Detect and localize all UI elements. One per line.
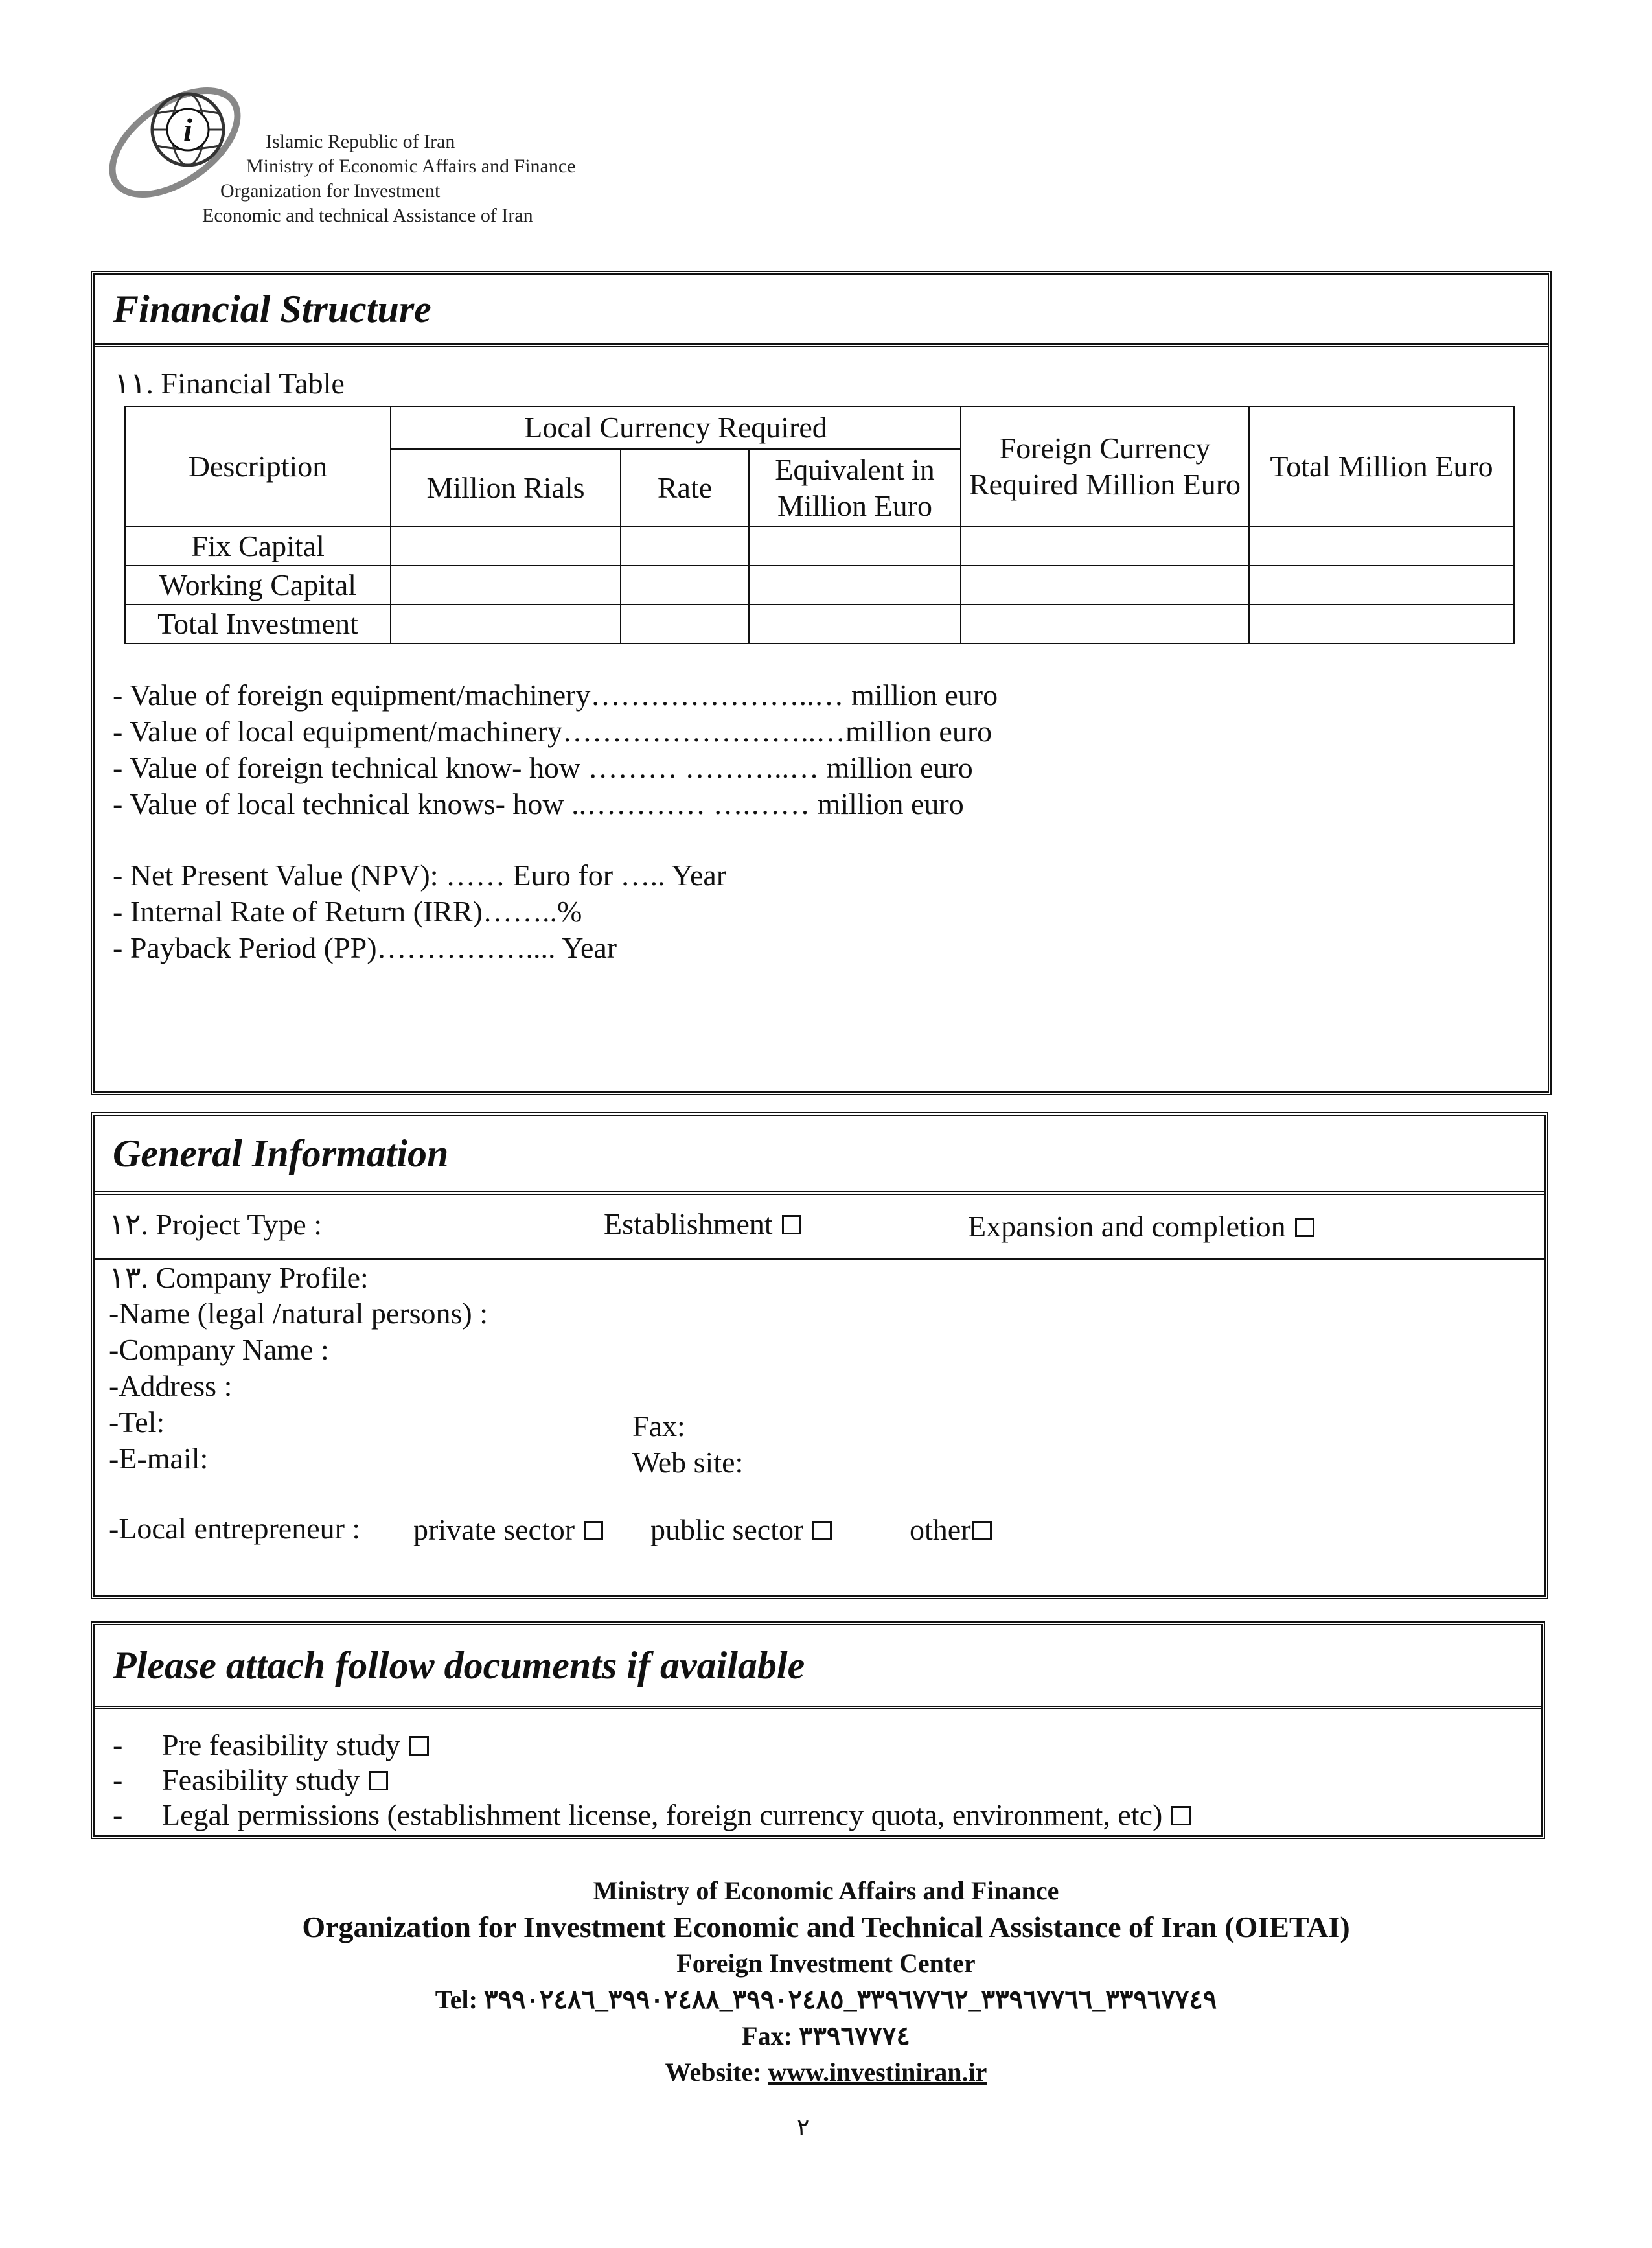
footer-tel-value: ٣٣٩٦٧٧٤٩_٣٣٩٦٧٧٦٦_٣٣٩٦٧٧٦٢_٣٩٩٠٢٤٨٥_٣٩٩٠٢٤٨٨_٣٩٩٠٢٤٨٦ (483, 1985, 1217, 2014)
org-line-3: Organization for Investment (220, 180, 441, 202)
website-field-label: Web site: (632, 1446, 744, 1479)
feasibility-checkbox[interactable] (369, 1771, 388, 1790)
total-investment-rate-cell[interactable] (621, 605, 749, 643)
table-row (125, 566, 1514, 605)
establishment-option[interactable] (604, 1207, 801, 1241)
footer-fax (0, 2018, 1652, 2054)
npv-line: - Net Present Value (NPV): …… Euro for ….. Year (113, 859, 727, 892)
attachments-title: Please attach follow documents if available (95, 1625, 1541, 1709)
legal-permissions-checkbox[interactable] (1171, 1806, 1191, 1825)
irr-line: - Internal Rate of Return (IRR)……..% (113, 895, 582, 928)
financial-table-caption: ١١. Financial Table (114, 367, 345, 400)
private-sector-label: private sector (413, 1513, 575, 1546)
value-foreign-know-how: - Value of foreign technical know- how ……… ………..… million euro (113, 751, 973, 784)
other-option[interactable] (910, 1512, 992, 1547)
other-checkbox[interactable] (972, 1521, 992, 1540)
value-foreign-equipment: - Value of foreign equipment/machinery…………………..… million euro (113, 678, 998, 712)
working-capital-foreign-cell[interactable] (961, 566, 1249, 605)
public-sector-label: public sector (650, 1513, 804, 1546)
table-row (125, 605, 1514, 643)
company-name-field-label: -Company Name : (109, 1333, 329, 1366)
footer-website-label: Website: (665, 2057, 762, 2087)
header-local-currency: Local Currency Required (391, 406, 961, 449)
footer-center: Foreign Investment Center (676, 1949, 976, 1978)
tel-field-label: -Tel: (109, 1406, 165, 1439)
legal-permissions-label: Legal permissions (establishment license, foreign currency quota, environment, etc) (162, 1798, 1163, 1831)
general-information-section (91, 1112, 1548, 1599)
header-total: Total Million Euro (1249, 406, 1514, 527)
header-million-rials: Million Rials (391, 449, 621, 527)
total-investment-total-cell[interactable] (1249, 605, 1514, 643)
payback-line: - Payback Period (PP)…………….... Year (113, 931, 617, 964)
address-field-label: -Address : (109, 1369, 233, 1402)
establishment-label: Establishment (604, 1207, 773, 1240)
organization-header (194, 130, 576, 228)
private-sector-option[interactable] (413, 1512, 603, 1547)
org-line-4: Economic and technical Assistance of Iran (202, 205, 533, 226)
pre-feasibility-label: Pre feasibility study (162, 1728, 400, 1761)
attachments-section (91, 1621, 1545, 1839)
fix-capital-equivalent-cell[interactable] (749, 527, 961, 566)
value-local-know-how: - Value of local technical knows- how ..………… ….…… million euro (113, 787, 964, 820)
other-label: other (910, 1513, 971, 1546)
svg-text:i: i (183, 111, 192, 148)
footer-organization: Organization for Investment Economic and Technical Assistance of Iran (OIETAI) (302, 1910, 1350, 1943)
project-type-label: ١٢. Project Type : (109, 1208, 322, 1241)
footer-fax-label: Fax: (742, 2021, 792, 2050)
name-field-label: -Name (legal /natural persons) : (109, 1297, 488, 1330)
row-label-working-capital: Working Capital (125, 566, 391, 605)
org-line-1: Islamic Republic of Iran (266, 131, 455, 152)
page-number: ٢ (797, 2115, 810, 2140)
footer-tel (0, 1982, 1652, 2018)
fix-capital-million-rials-cell[interactable] (391, 527, 621, 566)
expansion-label: Expansion and completion (968, 1210, 1286, 1243)
working-capital-million-rials-cell[interactable] (391, 566, 621, 605)
attachment-bullet: - (113, 1763, 123, 1796)
working-capital-equivalent-cell[interactable] (749, 566, 961, 605)
header-foreign-currency: Foreign Currency Required Million Euro (961, 406, 1249, 527)
expansion-option[interactable] (968, 1209, 1314, 1244)
pre-feasibility-option[interactable] (162, 1728, 429, 1762)
footer-ministry: Ministry of Economic Affairs and Finance (593, 1876, 1059, 1905)
working-capital-total-cell[interactable] (1249, 566, 1514, 605)
header-rate: Rate (621, 449, 749, 527)
working-capital-rate-cell[interactable] (621, 566, 749, 605)
establishment-checkbox[interactable] (782, 1215, 801, 1234)
local-entrepreneur-label: -Local entrepreneur : (109, 1512, 361, 1545)
attachment-bullet: - (113, 1728, 123, 1761)
pre-feasibility-checkbox[interactable] (409, 1736, 429, 1756)
header-description: Description (125, 406, 391, 527)
general-information-title: General Information (95, 1116, 1544, 1195)
feasibility-option[interactable] (162, 1763, 388, 1797)
company-profile-label: ١٣. Company Profile: (109, 1261, 369, 1294)
footer (0, 1873, 1652, 2091)
financial-structure-title: Financial Structure (95, 275, 1548, 347)
email-field-label: -E-mail: (109, 1442, 209, 1475)
total-investment-foreign-cell[interactable] (961, 605, 1249, 643)
feasibility-label: Feasibility study (162, 1763, 360, 1796)
fix-capital-foreign-cell[interactable] (961, 527, 1249, 566)
financial-structure-section (91, 271, 1552, 1095)
header-equivalent: Equivalent in Million Euro (749, 449, 961, 527)
total-investment-equivalent-cell[interactable] (749, 605, 961, 643)
legal-permissions-option[interactable] (162, 1798, 1191, 1832)
footer-website (0, 2054, 1652, 2091)
fix-capital-total-cell[interactable] (1249, 527, 1514, 566)
expansion-checkbox[interactable] (1295, 1218, 1314, 1237)
financial-table (124, 406, 1515, 644)
fax-field-label: Fax: (632, 1409, 685, 1443)
footer-fax-value: ٣٣٩٦٧٧٧٤ (798, 2021, 910, 2050)
footer-website-link[interactable]: www.investiniran.ir (768, 2057, 987, 2087)
value-local-equipment: - Value of local equipment/machinery……………………..…million euro (113, 715, 992, 748)
row-label-total-investment: Total Investment (125, 605, 391, 643)
total-investment-million-rials-cell[interactable] (391, 605, 621, 643)
private-sector-checkbox[interactable] (584, 1521, 603, 1540)
public-sector-option[interactable] (650, 1512, 832, 1547)
footer-tel-label: Tel: (435, 1985, 477, 2014)
attachment-bullet: - (113, 1798, 123, 1831)
public-sector-checkbox[interactable] (812, 1521, 832, 1540)
row-label-fix-capital: Fix Capital (125, 527, 391, 566)
org-line-2: Ministry of Economic Affairs and Finance (246, 156, 576, 177)
fix-capital-rate-cell[interactable] (621, 527, 749, 566)
table-row (125, 527, 1514, 566)
